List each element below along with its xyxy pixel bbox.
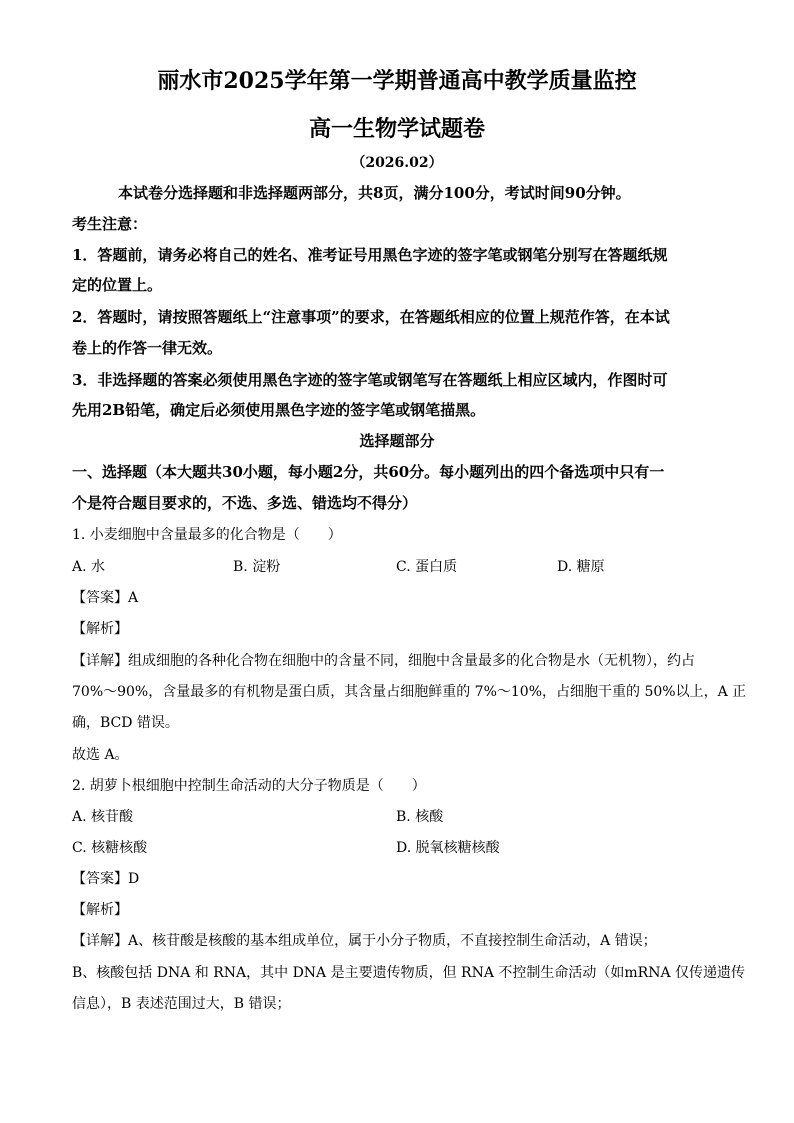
question-1-detail-line-3: 确，BCD 错误。: [72, 715, 179, 731]
page-subtitle: 高一生物学试题卷: [308, 116, 485, 142]
question-1-detail-line-1: 【详解】组成细胞的各种化合物在细胞中的含量不同，细胞中含量最多的化合物是水（无机物），约占: [72, 653, 695, 669]
section-heading: 选择题部分: [359, 432, 435, 450]
notice-heading: 考生注意：: [72, 215, 148, 233]
notice-2-line-2: 卷上的作答一律无效。: [72, 339, 223, 357]
question-1-stem: 1. 小麦细胞中含量最多的化合物是（ ）: [72, 527, 342, 543]
question-1-option-d: D. 糖原: [557, 559, 605, 575]
question-2-detail-line-2: B、核酸包括 DNA 和 RNA，其中 DNA 是主要遗传物质，但 RNA 不控制生命活动（如mRNA 仅传递遗传: [72, 965, 746, 981]
question-1-analysis: 【解析】: [72, 621, 128, 637]
exam-summary: 本试卷分选择题和非选择题两部分，共8页，满分100分，考试时间90分钟。: [118, 184, 631, 202]
question-2-option-a: A. 核苷酸: [72, 809, 134, 825]
question-2-option-b: B. 核酸: [396, 809, 444, 825]
question-1-detail-line-2: 70%～90%，含量最多的有机物是蛋白质，其含量占细胞鲜重的 7%～10%，占细胞干重的 50%以上，A 正: [72, 684, 747, 700]
question-2-detail-line-1: 【详解】A、核苷酸是核酸的基本组成单位，属于小分子物质，不直接控制生命活动，A 错误；: [72, 933, 657, 949]
part-instructions-line-1: 一、选择题（本大题共30小题，每小题2分，共60分。每小题列出的四个备选项中只有一: [72, 463, 665, 481]
notice-3-line-2: 先用2B铅笔，确定后必须使用黑色字迹的签字笔或钢笔描黑。: [72, 401, 486, 419]
notice-1-line-1: 1．答题前，请务必将自己的姓名、准考证号用黑色字迹的签字笔或钢笔分别写在答题纸规: [72, 246, 668, 264]
question-2-detail-line-3: 信息），B 表述范围过大，B 错误；: [72, 996, 291, 1012]
notice-2-line-1: 2．答题时，请按照答题纸上“注意事项”的要求，在答题纸相应的位置上规范作答，在本试: [72, 308, 670, 326]
question-1-conclusion: 故选 A。: [72, 747, 129, 763]
page-title: 丽水市2025学年第一学期普通高中教学质量监控: [157, 68, 637, 94]
question-1-option-b: B. 淀粉: [233, 559, 281, 575]
question-2-option-d: D. 脱氧核糖核酸: [396, 840, 500, 856]
exam-date: （2026.02）: [351, 155, 443, 171]
question-2-analysis: 【解析】: [72, 902, 128, 918]
notice-3-line-1: 3．非选择题的答案必须使用黑色字迹的签字笔或钢笔写在答题纸上相应区域内，作图时可: [72, 371, 668, 389]
question-2-answer: 【答案】D: [72, 871, 140, 887]
part-instructions-line-2: 个是符合题目要求的，不选、多选、错选均不得分）: [72, 494, 418, 512]
question-2-stem: 2. 胡萝卜根细胞中控制生命活动的大分子物质是（ ）: [72, 778, 426, 794]
question-2-option-c: C. 核糖核酸: [72, 840, 148, 856]
question-1-answer: 【答案】A: [72, 590, 139, 606]
question-1-option-a: A. 水: [72, 559, 106, 575]
question-1-option-c: C. 蛋白质: [396, 559, 458, 575]
notice-1-line-2: 定的位置上。: [72, 276, 163, 294]
